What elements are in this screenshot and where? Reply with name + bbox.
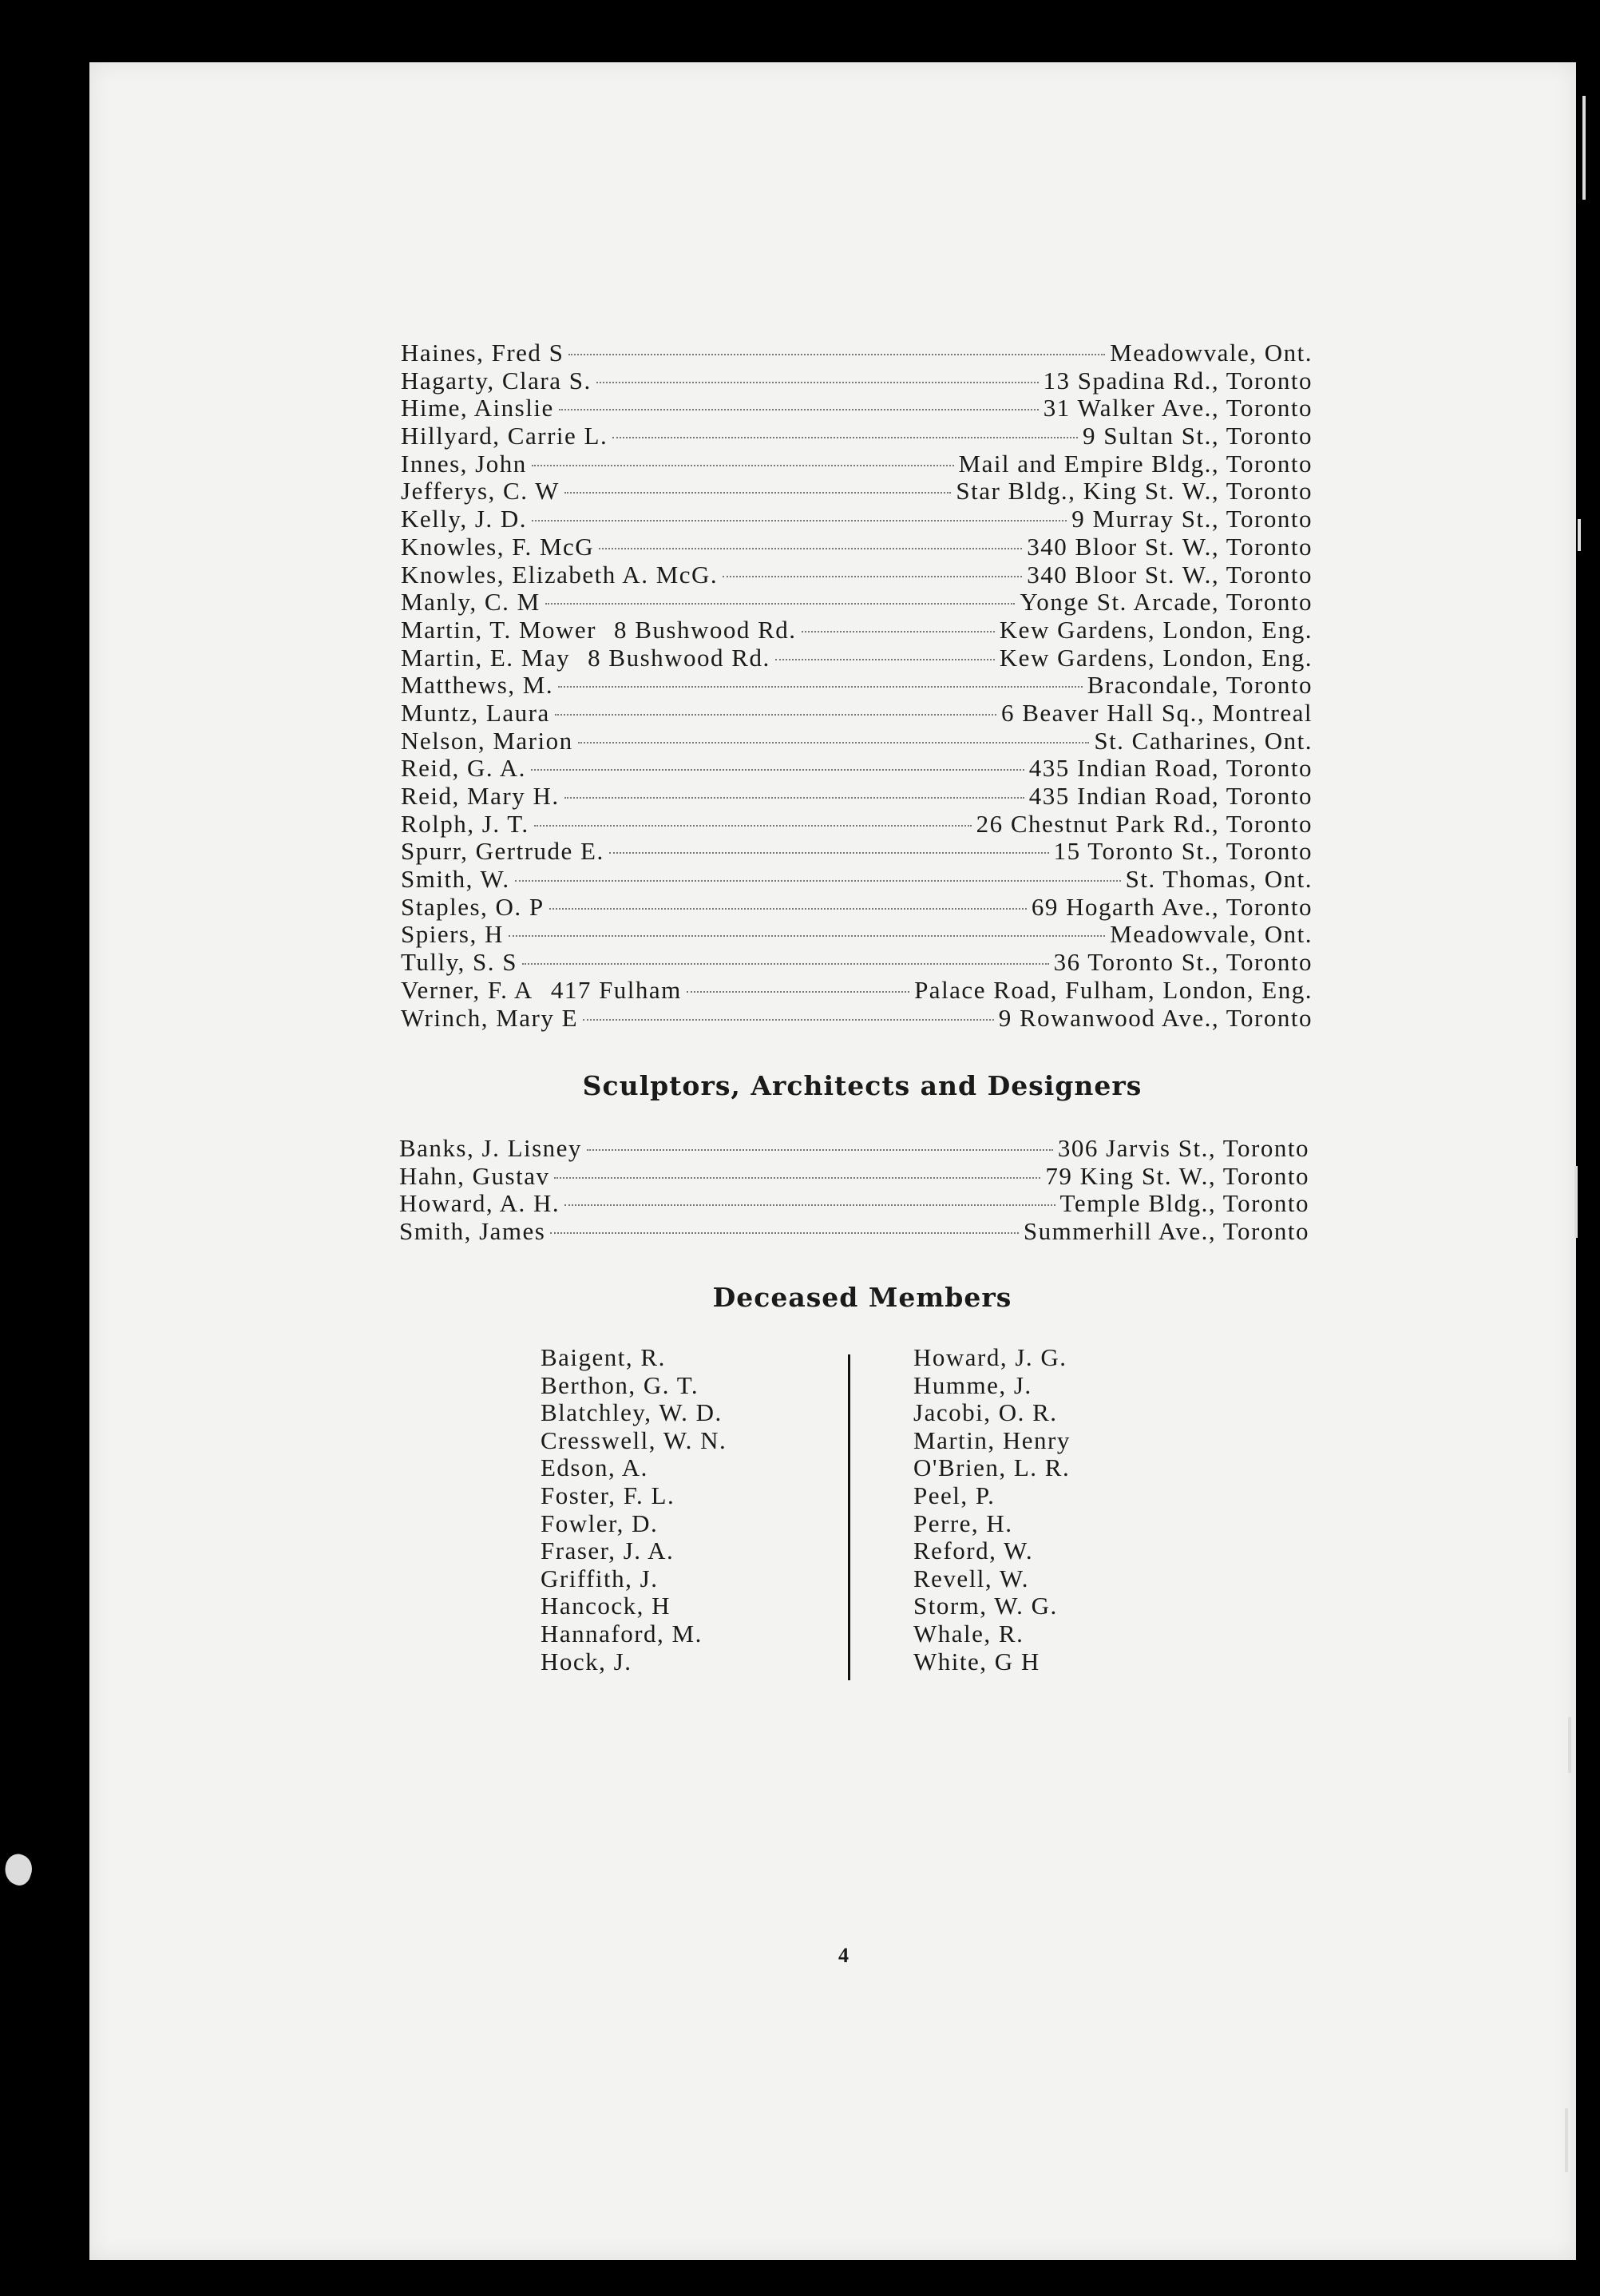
list-item	[399, 1189, 1309, 1217]
member-name: Reid, G. A.	[401, 754, 526, 783]
list-item	[401, 505, 1313, 533]
list-item	[401, 893, 1313, 921]
list-item	[399, 1134, 1309, 1162]
list-item	[401, 477, 1313, 505]
deceased-member: Edson, A.	[541, 1453, 648, 1482]
deceased-member: Reford, W.	[913, 1537, 1034, 1565]
sculptors-heading: Sculptors, Architects and Designers	[582, 1070, 1143, 1101]
member-address: Summerhill Ave., Toronto	[1023, 1217, 1309, 1246]
dot-leader	[587, 1149, 1053, 1151]
member-name: Spiers, H	[401, 920, 504, 949]
dot-leader	[532, 520, 1067, 521]
dot-leader	[564, 797, 1024, 799]
member-address: Temple Bldg., Toronto	[1059, 1189, 1309, 1218]
list-item	[401, 865, 1313, 893]
deceased-member: Hock, J.	[541, 1647, 632, 1675]
member-name: Martin, T. Mower	[401, 615, 596, 644]
member-name: Matthews, M.	[401, 671, 554, 700]
member-address: Bracondale, Toronto	[1087, 671, 1313, 700]
member-name: Hahn, Gustav	[399, 1161, 550, 1190]
member-address: 340 Bloor St. W., Toronto	[1027, 532, 1313, 561]
member-address-part: 8 Bushwood Rd.	[588, 643, 770, 672]
list-item	[401, 810, 1313, 838]
member-name: Reid, Mary H.	[401, 782, 560, 810]
deceased-member: Humme, J.	[913, 1370, 1032, 1399]
edge-mark	[1582, 96, 1586, 200]
list-item	[401, 616, 1313, 644]
dot-leader	[515, 880, 1121, 882]
list-item	[401, 1004, 1313, 1032]
member-address: 26 Chestnut Park Rd., Toronto	[976, 809, 1313, 838]
deceased-member: Storm, W. G.	[913, 1592, 1058, 1620]
member-address: Mail and Empire Bldg., Toronto	[958, 449, 1313, 478]
member-name: Knowles, Elizabeth A. McG.	[401, 560, 719, 589]
deceased-member: Hannaford, M.	[541, 1619, 703, 1648]
member-address: Meadowvale, Ont.	[1110, 339, 1313, 367]
member-address: Meadowvale, Ont.	[1110, 920, 1313, 949]
member-address: 31 Walker Ave., Toronto	[1043, 394, 1313, 422]
list-item	[401, 671, 1313, 699]
member-address: 36 Toronto St., Toronto	[1053, 948, 1313, 977]
member-address: 9 Murray St., Toronto	[1071, 505, 1313, 533]
member-name: Tully, S. S	[401, 948, 518, 977]
deceased-left-column	[541, 1343, 727, 1675]
list-item	[399, 1162, 1309, 1190]
member-name: Muntz, Laura	[401, 698, 550, 727]
dot-leader	[609, 852, 1049, 854]
dot-leader	[534, 825, 972, 827]
edge-mark	[1565, 2108, 1568, 2172]
deceased-member: Martin, Henry	[913, 1426, 1071, 1454]
deceased-member: Fowler, D.	[541, 1509, 659, 1537]
member-address: 69 Hogarth Ave., Toronto	[1031, 892, 1313, 921]
list-item	[401, 367, 1313, 395]
deceased-heading: Deceased Members	[712, 1282, 1012, 1313]
member-address: Kew Gardens, London, Eng.	[999, 643, 1313, 672]
dot-leader	[687, 991, 909, 993]
dot-leader	[564, 1204, 1055, 1206]
list-item	[401, 837, 1313, 865]
member-name: Spurr, Gertrude E.	[401, 837, 604, 866]
dot-leader	[532, 465, 954, 466]
deceased-member: Whale, R.	[913, 1619, 1024, 1648]
dot-leader	[568, 354, 1105, 355]
list-item	[401, 948, 1313, 976]
member-address: 435 Indian Road, Toronto	[1028, 754, 1313, 783]
dot-leader	[550, 1232, 1018, 1234]
deceased-member: Howard, J. G.	[913, 1343, 1067, 1371]
list-item	[401, 394, 1313, 422]
deceased-member: Revell, W.	[913, 1564, 1030, 1592]
deceased-member: Perre, H.	[913, 1509, 1013, 1537]
list-item	[401, 533, 1313, 561]
member-name: Knowles, F. McG	[401, 532, 595, 561]
member-address: 306 Jarvis St., Toronto	[1057, 1134, 1309, 1162]
deceased-right-column	[913, 1343, 1071, 1675]
members-list	[401, 339, 1313, 1031]
dot-leader	[554, 1177, 1040, 1179]
member-address: Kew Gardens, London, Eng.	[999, 615, 1313, 644]
member-name: Smith, W.	[401, 865, 510, 894]
member-address: St. Catharines, Ont.	[1094, 726, 1313, 755]
member-name: Wrinch, Mary E	[401, 1003, 579, 1032]
deceased-member: White, G H	[913, 1647, 1040, 1675]
list-item	[401, 782, 1313, 810]
dot-leader	[802, 631, 995, 632]
member-name: Hime, Ainslie	[401, 394, 554, 422]
member-name: Haines, Fred S	[401, 339, 564, 367]
list-item	[399, 1217, 1309, 1245]
list-item	[401, 339, 1313, 367]
dot-leader	[596, 382, 1039, 383]
member-address: 13 Spadina Rd., Toronto	[1043, 366, 1313, 395]
column-divider	[848, 1354, 850, 1680]
dot-leader	[599, 548, 1022, 549]
member-name: Nelson, Marion	[401, 726, 573, 755]
list-item	[401, 976, 1313, 1004]
dot-leader	[775, 659, 995, 660]
member-name: Howard, A. H.	[399, 1189, 560, 1218]
member-name: Banks, J. Lisney	[399, 1134, 582, 1162]
dot-leader	[555, 714, 996, 716]
dot-leader	[558, 686, 1083, 688]
dot-leader	[564, 492, 951, 494]
member-name: Innes, John	[401, 449, 527, 478]
dot-leader	[545, 603, 1016, 605]
dot-leader	[559, 409, 1039, 410]
dot-leader	[583, 1019, 994, 1021]
member-address: Yonge St. Arcade, Toronto	[1020, 588, 1313, 617]
deceased-member: Blatchley, W. D.	[541, 1398, 723, 1427]
list-item	[401, 727, 1313, 755]
deceased-member: Cresswell, W. N.	[541, 1426, 727, 1454]
list-item	[401, 920, 1313, 948]
deceased-member: Hancock, H	[541, 1592, 671, 1620]
page-edge	[1576, 62, 1600, 2260]
deceased-member: Jacobi, O. R.	[913, 1398, 1058, 1427]
page-number: 4	[838, 1944, 849, 1967]
edge-mark	[1574, 1166, 1578, 1238]
member-name: Verner, F. A	[401, 975, 533, 1004]
member-address: 340 Bloor St. W., Toronto	[1027, 560, 1313, 589]
member-name: Manly, C. M	[401, 588, 541, 617]
dot-leader	[723, 576, 1022, 577]
member-address: 79 King St. W., Toronto	[1045, 1161, 1309, 1190]
dot-leader	[578, 742, 1090, 744]
member-name: Rolph, J. T.	[401, 809, 529, 838]
member-address: 15 Toronto St., Toronto	[1053, 837, 1313, 866]
member-address: 6 Beaver Hall Sq., Montreal	[1000, 698, 1313, 727]
member-address-part: 417 Fulham	[550, 975, 682, 1004]
member-name: Smith, James	[399, 1217, 546, 1246]
edge-mark	[1568, 1717, 1571, 1773]
list-item	[401, 422, 1313, 450]
member-address: Palace Road, Fulham, London, Eng.	[914, 975, 1313, 1004]
list-item	[401, 754, 1313, 782]
member-address: 9 Sultan St., Toronto	[1083, 422, 1313, 450]
list-item	[401, 699, 1313, 727]
deceased-member: O'Brien, L. R.	[913, 1453, 1071, 1482]
deceased-member: Peel, P.	[913, 1481, 996, 1509]
deceased-member: Berthon, G. T.	[541, 1370, 699, 1399]
list-item	[401, 644, 1313, 672]
scan-speck	[1, 1850, 37, 1888]
list-item	[401, 561, 1313, 589]
member-address: Star Bldg., King St. W., Toronto	[956, 477, 1313, 506]
dot-leader	[522, 963, 1049, 965]
member-name: Kelly, J. D.	[401, 505, 528, 533]
sculptors-list	[399, 1134, 1309, 1245]
member-address: 435 Indian Road, Toronto	[1028, 782, 1313, 810]
member-address-part: 8 Bushwood Rd.	[613, 615, 797, 644]
list-item	[401, 450, 1313, 478]
member-name: Hillyard, Carrie L.	[401, 422, 608, 450]
dot-leader	[509, 935, 1105, 937]
dot-leader	[531, 769, 1024, 771]
dot-leader	[612, 437, 1078, 438]
member-name: Hagarty, Clara S.	[401, 366, 592, 395]
member-name: Staples, O. P	[401, 892, 545, 921]
member-address: 9 Rowanwood Ave., Toronto	[998, 1003, 1313, 1032]
dot-leader	[549, 908, 1027, 910]
member-name: Martin, E. May	[401, 643, 571, 672]
member-address: St. Thomas, Ont.	[1125, 865, 1313, 894]
edge-mark	[1578, 519, 1581, 551]
deceased-member: Griffith, J.	[541, 1564, 659, 1592]
deceased-member: Foster, F. L.	[541, 1481, 675, 1509]
deceased-member: Baigent, R.	[541, 1343, 666, 1371]
deceased-member: Fraser, J. A.	[541, 1537, 675, 1565]
member-name: Jefferys, C. W	[401, 477, 560, 506]
list-item	[401, 588, 1313, 616]
